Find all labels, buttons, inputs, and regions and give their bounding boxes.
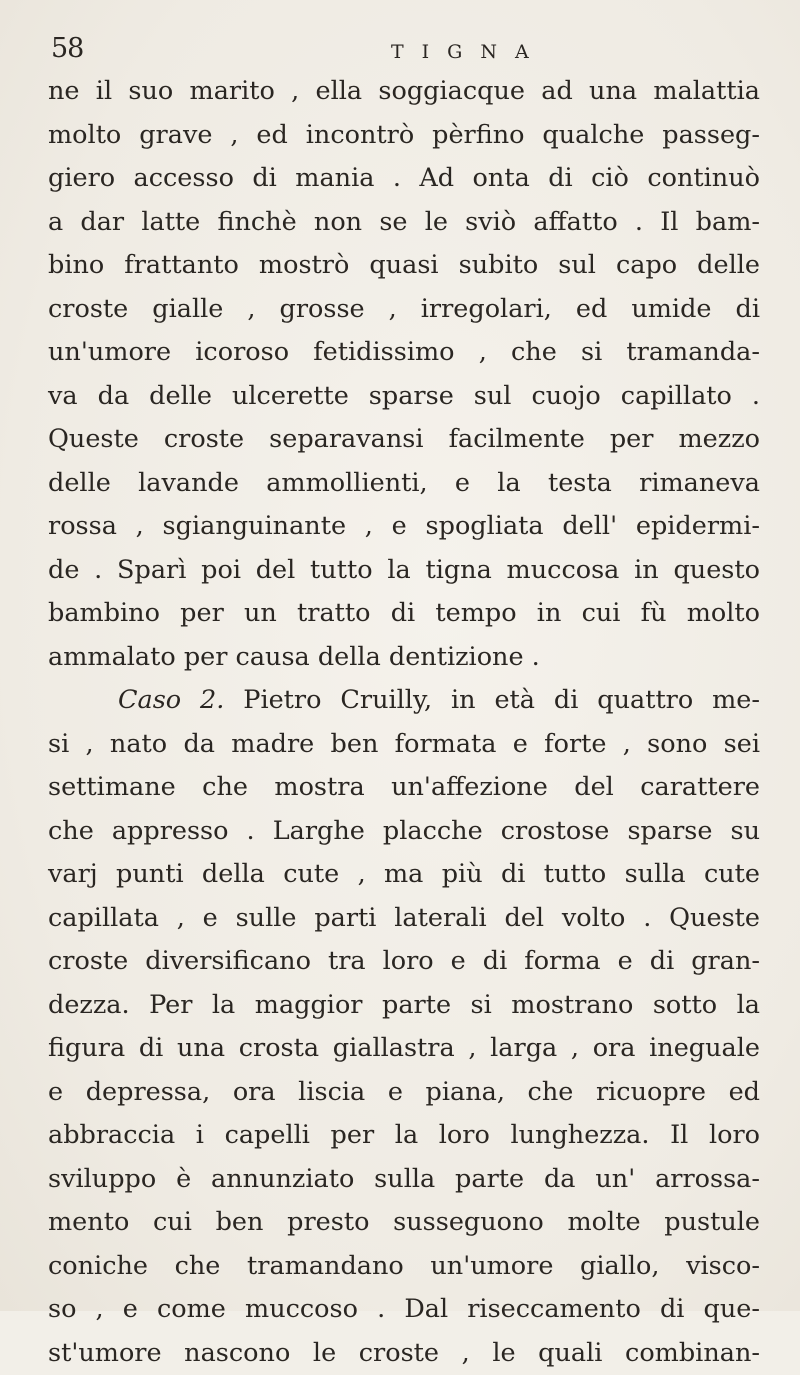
text-line: che appresso . Larghe placche crostose sparse su — [48, 810, 760, 854]
text-line: sviluppo è annunziato sulla parte da un' arrossa- — [48, 1158, 760, 1202]
text-line: giero accesso di mania . Ad onta di ciò continuò — [48, 157, 760, 201]
page-number: 58 — [51, 34, 83, 64]
case-heading-line — [48, 679, 760, 723]
text-line: va da delle ulcerette sparse sul cuojo capillato . — [48, 375, 760, 419]
text-line: de . Sparì poi del tutto la tigna muccosa in questo — [48, 549, 760, 593]
text-line: Queste croste separavansi facilmente per mezzo — [48, 418, 760, 462]
text-line: bambino per un tratto di tempo in cui fù molto — [48, 592, 760, 636]
text-line: coniche che tramandano un'umore giallo, visco- — [48, 1245, 760, 1289]
page-header — [0, 34, 800, 64]
text-line: dezza. Per la maggior parte si mostrano sotto la — [48, 984, 760, 1028]
text-line: ammalato per causa della dentizione . — [48, 636, 760, 680]
text-line: so , e come muccoso . Dal riseccamento di que- — [48, 1288, 760, 1332]
case-heading-text: Pietro Cruilly, in età di quattro me- — [243, 685, 760, 715]
text-line: figura di una crosta giallastra , larga , ora ineguale — [48, 1027, 760, 1071]
text-line: e depressa, ora liscia e piana, che ricuopre ed — [48, 1071, 760, 1115]
text-line: varj punti della cute , ma più di tutto sulla cute — [48, 853, 760, 897]
text-line: croste diversificano tra loro e di forma e di gran- — [48, 940, 760, 984]
text-line: rossa , sgianguinante , e spogliata dell' epidermi- — [48, 505, 760, 549]
text-line: settimane che mostra un'affezione del carattere — [48, 766, 760, 810]
text-line: a dar latte finchè non se le sviò affatto . Il bam- — [48, 201, 760, 245]
text-line: delle lavande ammollienti, e la testa rimaneva — [48, 462, 760, 506]
running-title: TIGNA — [391, 40, 547, 64]
body-text — [48, 70, 760, 1375]
text-line: molto grave , ed incontrò pèrfino qualche passeg- — [48, 114, 760, 158]
text-line: un'umore icoroso fetidissimo , che si tramanda- — [48, 331, 760, 375]
text-line: ne il suo marito , ella soggiacque ad una malattia — [48, 70, 760, 114]
text-line: st'umore nascono le croste , le quali combinan- — [48, 1332, 760, 1375]
text-line: abbraccia i capelli per la loro lunghezza. Il loro — [48, 1114, 760, 1158]
case-label: Caso 2. — [118, 685, 224, 715]
text-line: mento cui ben presto susseguono molte pustule — [48, 1201, 760, 1245]
text-line: croste gialle , grosse , irregolari, ed umide di — [48, 288, 760, 332]
text-line: bino frattanto mostrò quasi subito sul capo delle — [48, 244, 760, 288]
text-line: si , nato da madre ben formata e forte , sono sei — [48, 723, 760, 767]
text-line: capillata , e sulle parti laterali del volto . Queste — [48, 897, 760, 941]
